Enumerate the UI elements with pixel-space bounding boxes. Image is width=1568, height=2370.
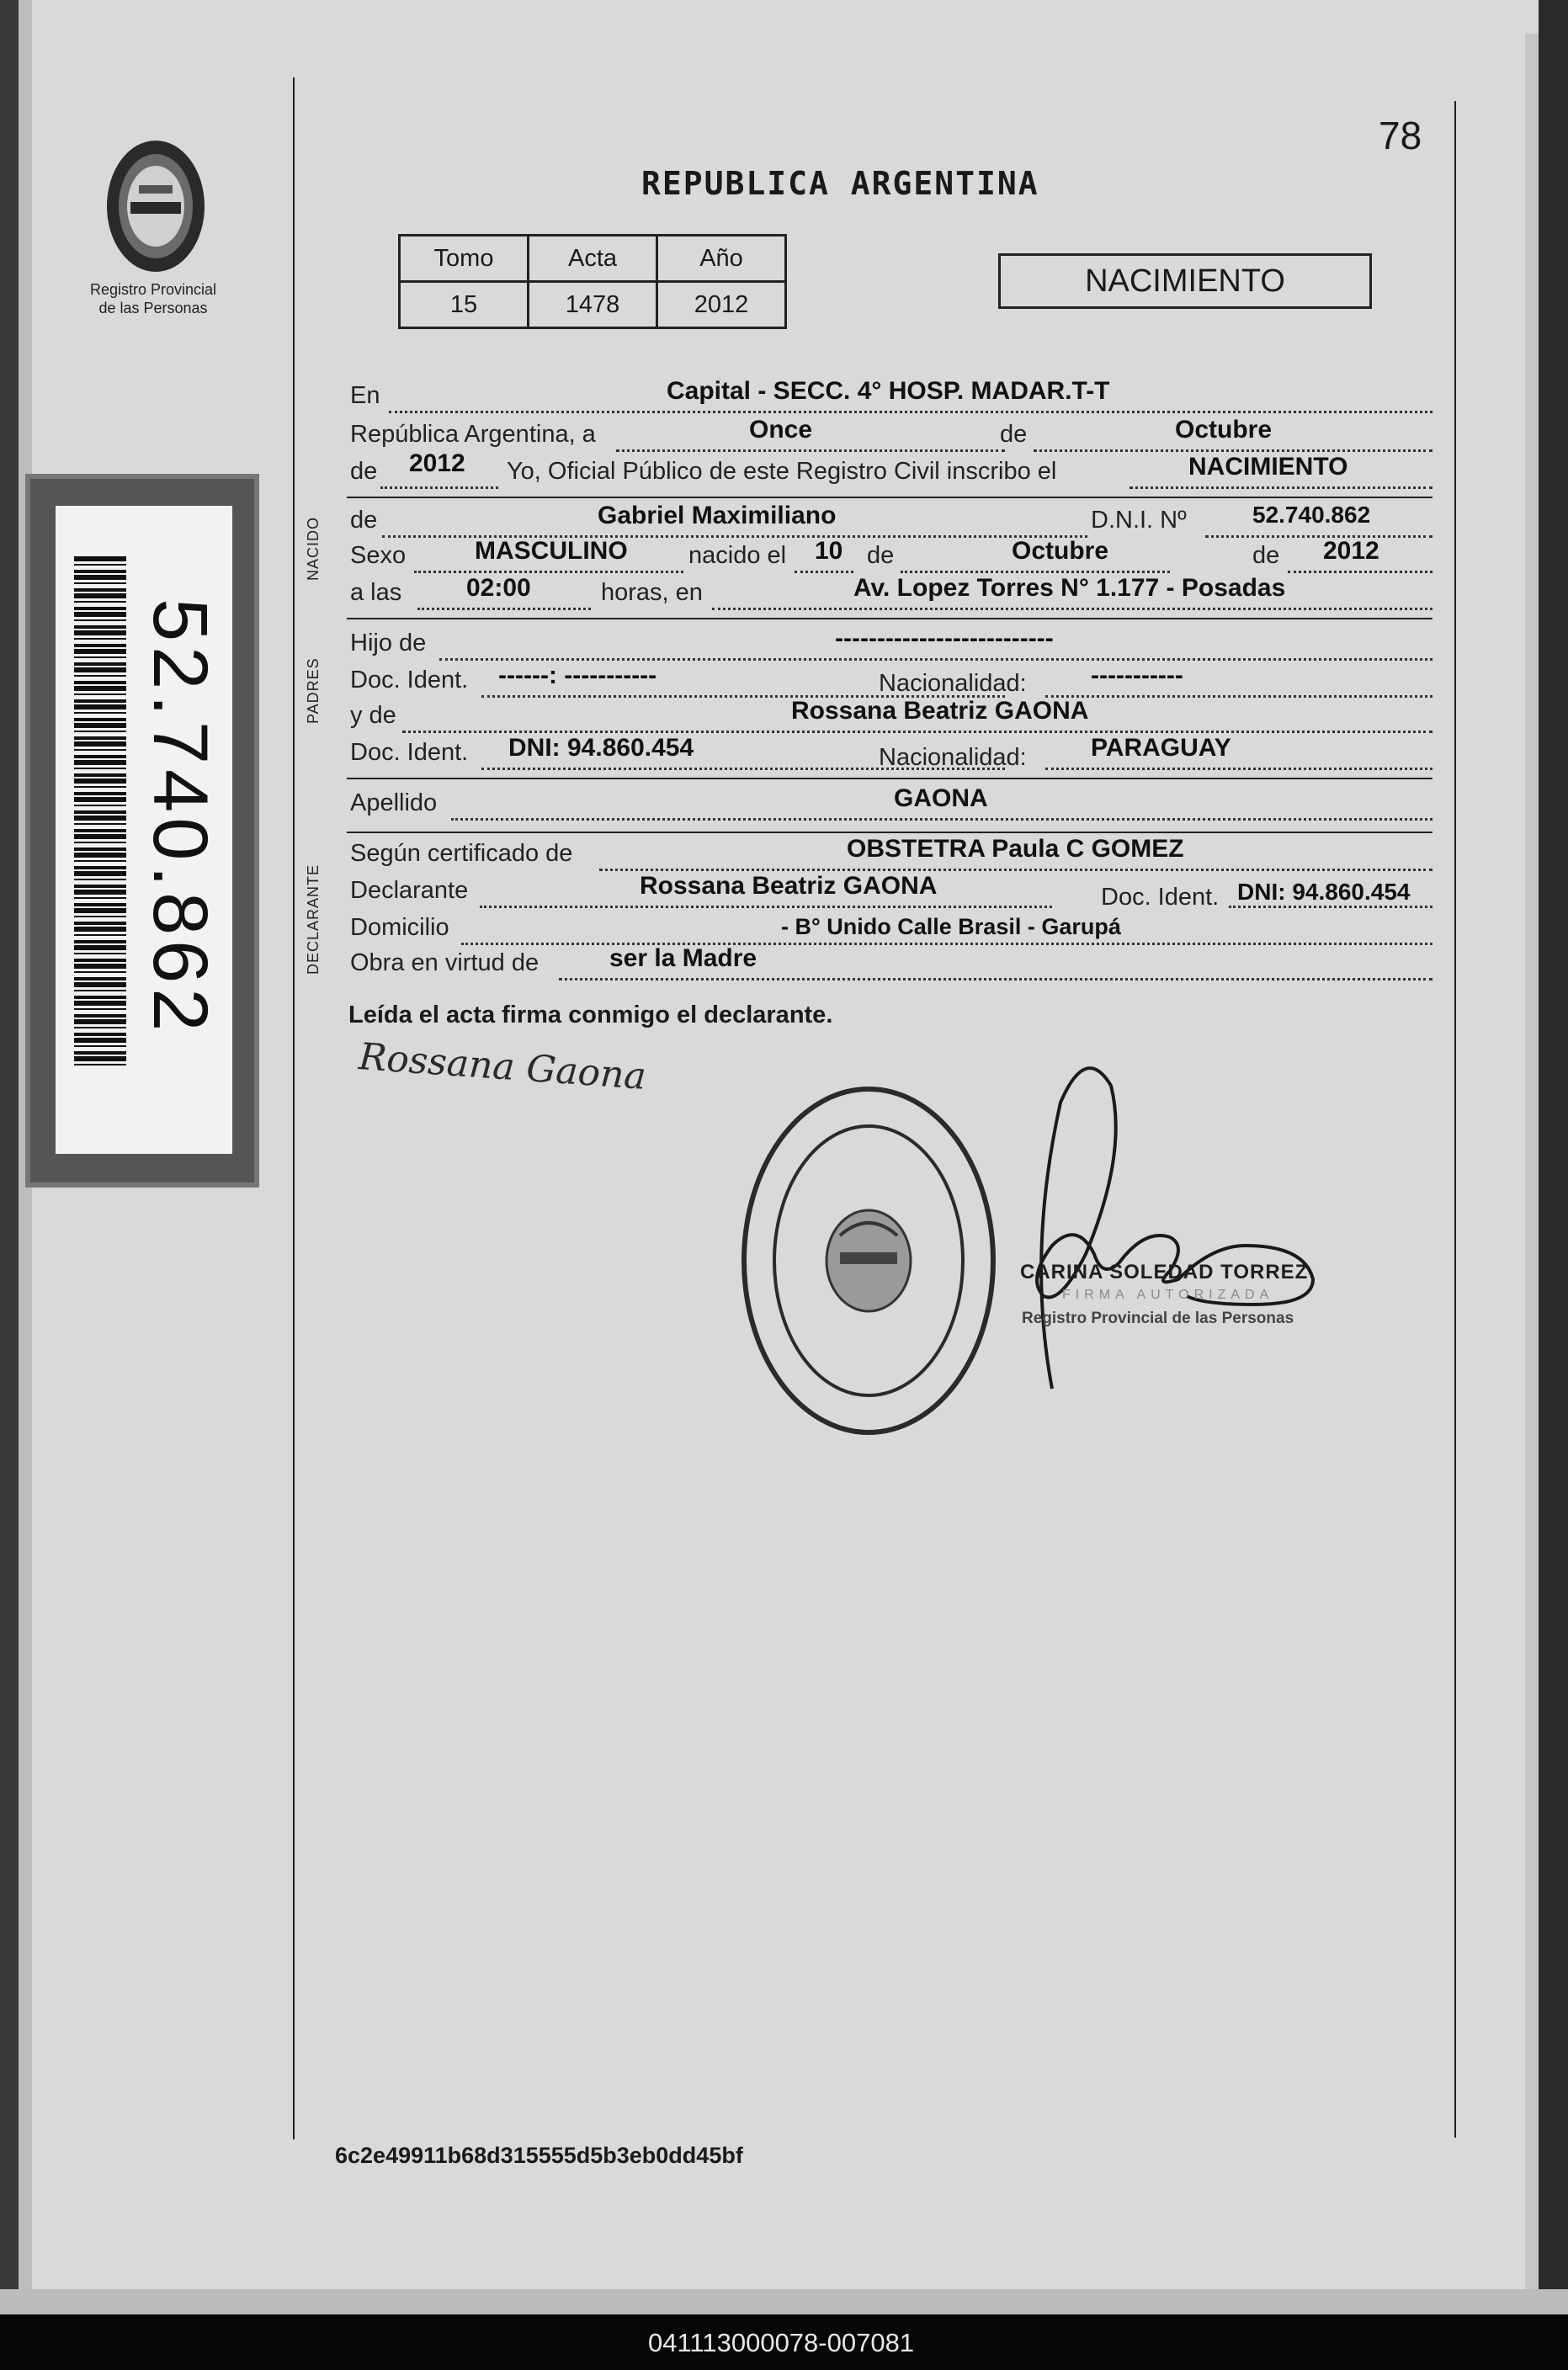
register-table-header-row [400,236,786,282]
row-doc2 [347,734,1432,771]
registry-org-line1: Registro Provincial [89,281,217,298]
barcode [74,556,126,1070]
place-value: Av. Lopez Torres N° 1.177 - Posadas [853,574,1286,602]
dni-value: 52.740.862 [1252,502,1371,528]
dotted-line [795,571,853,573]
horas-label: horas, en [601,579,703,606]
table-header-anio: Año [657,236,786,282]
book-edge-right [1539,0,1568,2314]
dotted-line [451,818,1432,821]
section-divider [347,497,1432,498]
page-bottom-strip [0,2289,1568,2314]
dotted-line [1034,449,1432,452]
yde-label: y de [350,702,396,729]
republica-label: República Argentina, a [350,421,596,448]
table-header-acta: Acta [529,236,657,282]
row-declarante [347,872,1432,909]
registry-org-line2: de las Personas [98,300,208,316]
dotted-line [1229,906,1432,908]
obra-value: ser la Madre [609,944,757,972]
oficial-text: Yo, Oficial Público de este Registro Civil inscribo el [507,458,1057,485]
en-value: Capital - SECC. 4° HOSP. MADAR.T-T [667,377,1110,405]
dotted-line [712,608,1432,610]
name-value: Gabriel Maximiliano [598,502,837,529]
register-table-value-row [400,282,786,328]
sexo-label: Sexo [350,542,407,569]
dotted-line [1288,571,1432,573]
doc2-value: DNI: 94.860.454 [508,734,694,762]
dotted-line [402,731,1432,733]
doc3-label: Doc. Ident. [1101,884,1220,911]
nac2-value: PARAGUAY [1091,734,1231,762]
name-label: de [350,507,378,534]
apellido-label: Apellido [350,789,438,816]
section-label-padres: PADRES [305,657,322,724]
official-stamp-org: Registro Provincial de las Personas [1022,1310,1294,1327]
footer-code: 041113000078-007081 [648,2328,915,2357]
dotted-line [380,486,498,489]
nac1-label: Nacionalidad: [879,670,1027,697]
row-domicilio [347,909,1432,946]
declarante-label: Declarante [350,877,469,904]
document-hash: 6c2e49911b68d315555d5b3eb0dd45bf [335,2143,743,2168]
official-signature [959,1035,1363,1439]
dotted-line [559,978,1432,980]
alas-label: a las [350,579,402,606]
sticker-number: 52.740.862 [137,598,223,1037]
provincial-seal-logo [101,135,210,278]
dni-label: D.N.I. Nº [1091,507,1187,534]
row-doc1 [347,662,1432,699]
section-divider [347,618,1432,619]
dotted-line [1045,768,1432,770]
sticker-label [56,506,232,1154]
obra-label: Obra en virtud de [350,949,539,976]
dotted-line [417,608,591,610]
en-label: En [350,382,380,409]
row-inscripcion [347,449,1432,490]
nac2-label: Nacionalidad: [879,744,1027,771]
right-margin-line [1454,101,1456,2138]
row-hijo [347,624,1432,662]
table-header-tomo: Tomo [400,236,529,282]
page-number: 78 [1379,114,1422,157]
time-value: 02:00 [466,574,531,602]
left-margin-line [293,77,295,2139]
section-label-declarante: DECLARANTE [305,864,322,975]
table-value-acta: 1478 [529,282,657,328]
birth-year-value: 2012 [1323,537,1379,565]
id-barcode-sticker [25,474,259,1188]
day-value: Once [749,416,813,444]
birth-month-value: Octubre [1012,537,1109,565]
leida-text: Leída el acta firma conmigo el declarante. [348,1002,833,1028]
domicilio-label: Domicilio [350,914,449,941]
official-stamp-name: CARINA SOLEDAD TORREZ [1020,1261,1309,1283]
row-en [347,377,1432,414]
doc2-label: Doc. Ident. [350,739,469,766]
row-nombre [347,502,1432,539]
dotted-line [439,658,1432,661]
section-divider [347,778,1432,779]
book-spine-edge [0,0,19,2314]
registry-org-name [52,280,254,317]
page-title: REPUBLICA ARGENTINA [641,165,1039,202]
official-stamp-role: FIRMA AUTORIZADA [1062,1288,1274,1302]
row-certificado [347,835,1432,872]
doc1-label: Doc. Ident. [350,667,469,693]
dotted-line [901,571,1170,573]
de4-label: de [1252,542,1280,569]
hijo-value: -------------------------- [835,624,1054,652]
birth-day-value: 10 [815,537,843,565]
apellido-value: GAONA [894,784,988,812]
de2-label: de [350,458,378,485]
de-label: de [1000,421,1028,448]
sexo-value: MASCULINO [475,537,628,565]
row-hora [347,574,1432,611]
table-value-tomo: 15 [400,282,529,328]
row-madre [347,697,1432,734]
nacido-label: nacido el [688,542,787,569]
month-value: Octubre [1175,416,1273,444]
dotted-line [1129,486,1432,489]
doc1-value: ------: ----------- [498,662,657,689]
certificado-label: Según certificado de [350,840,573,867]
page-edge-right [1525,34,1539,2306]
mother-value: Rossana Beatriz GAONA [791,697,1089,725]
row-sexo [347,537,1432,574]
row-obra [347,944,1432,981]
declarante-value: Rossana Beatriz GAONA [640,872,938,900]
dotted-line [389,411,1432,413]
row-fecha [347,416,1432,453]
act-type-box: NACIMIENTO [998,253,1372,309]
declarant-signature: Rossana Gaona [357,1035,648,1098]
domicilio-value: - B° Unido Calle Brasil - Garupá [781,914,1121,939]
de3-label: de [867,542,895,569]
table-value-anio: 2012 [657,282,786,328]
section-label-nacido: NACIDO [305,516,322,581]
year-value: 2012 [409,449,465,477]
register-table [398,234,787,329]
dotted-line [599,869,1432,871]
dotted-line [480,906,1052,908]
section-divider [347,832,1432,833]
nac1-value: ----------- [1091,662,1183,689]
certificado-value: OBSTETRA Paula C GOMEZ [847,835,1184,863]
dotted-line [616,449,1005,452]
dotted-line [414,571,683,573]
row-apellido [347,784,1432,821]
hijo-label: Hijo de [350,630,427,656]
doc3-value: DNI: 94.860.454 [1237,879,1411,905]
act-value: NACIMIENTO [1188,453,1348,481]
